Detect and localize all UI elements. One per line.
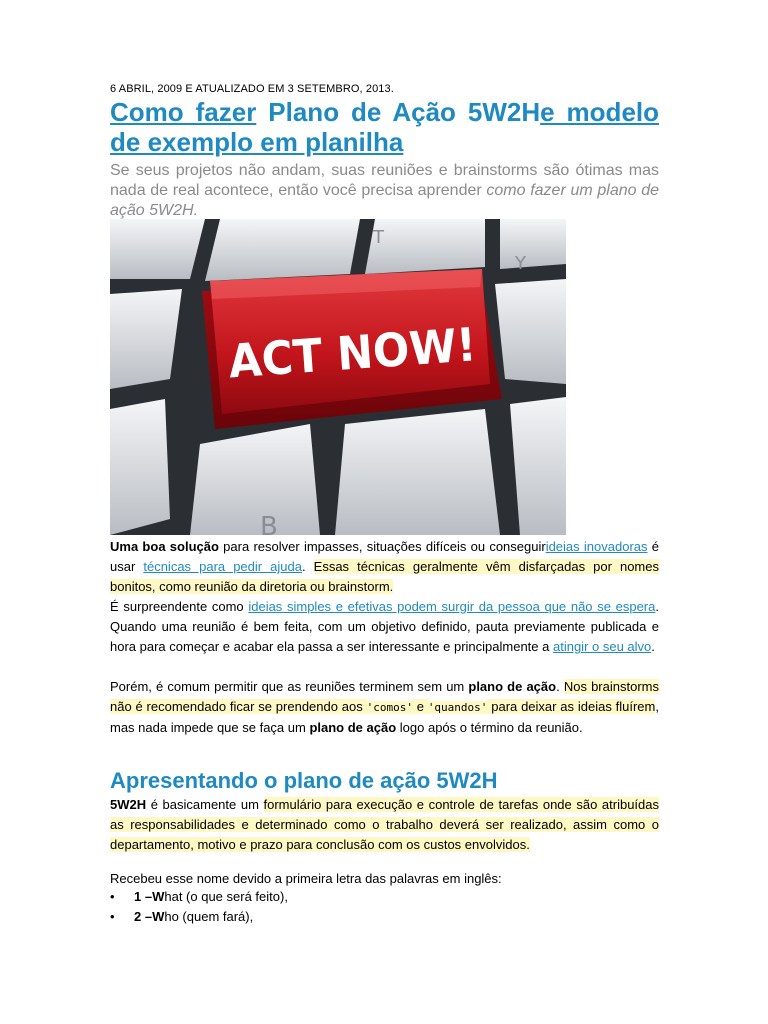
title-link[interactable]: Como fazer xyxy=(110,97,257,127)
ideias-inovadoras-link[interactable]: ideias inovadoras xyxy=(545,539,648,554)
p3-bold-2: plano de ação xyxy=(309,720,397,735)
paragraph-4 xyxy=(110,795,659,855)
list-initial: W xyxy=(152,889,165,904)
publish-date: 6 ABRIL, 2009 E ATUALIZADO EM 3 SETEMBRO, 2013. xyxy=(110,83,394,95)
p4-bold: 5W2H xyxy=(110,797,147,812)
list-text: hat (o que será feito), xyxy=(164,889,288,904)
p2-text-3: . xyxy=(651,639,655,654)
p3-code-comos: 'comos' xyxy=(366,701,413,714)
p2-text: É surpreendente como xyxy=(110,599,249,614)
key-letter-t: T xyxy=(373,227,384,248)
tecnicas-pedir-ajuda-link[interactable]: técnicas para pedir ajuda xyxy=(143,559,302,574)
paragraph-3 xyxy=(110,677,659,738)
hero-image xyxy=(110,219,566,535)
paragraph-1 xyxy=(110,537,659,597)
bullet: • xyxy=(110,889,115,904)
p3-text: Porém, é comum permitir que as reuniões terminem sem um xyxy=(110,679,469,694)
atingir-alvo-link[interactable]: atingir o seu alvo xyxy=(552,639,652,654)
section-heading: Apresentando o plano de ação 5W2H xyxy=(110,768,498,793)
list-text: ho (quem fará), xyxy=(164,909,254,924)
list-item xyxy=(110,887,288,907)
p1-bold: Uma boa solução xyxy=(110,539,219,554)
ideias-simples-link[interactable]: ideias simples e efetivas podem surgir da pessoa que não se espera xyxy=(248,599,656,614)
p3-code-quandos: 'quandos' xyxy=(427,701,488,714)
w-list xyxy=(110,887,288,927)
key-letter-y: Y xyxy=(515,253,526,274)
key-letter-b: B xyxy=(260,512,278,535)
p2-text-2: . Quando uma reunião é bem feita, com um objetivo definido, pauta previamente publicada e hora para começar e acabar ela passa a ser interessante e principalmente a xyxy=(110,599,659,654)
bullet: • xyxy=(110,909,115,924)
title-link-2[interactable]: e modelo de exemplo em planilha xyxy=(110,97,660,157)
p1-text-2: é usar xyxy=(110,539,659,574)
p3-bold: plano de ação xyxy=(468,679,557,694)
lede-italic: como fazer um plano de ação 5W2H. xyxy=(110,182,659,219)
act-now-text: ACT NOW! xyxy=(226,316,496,389)
keyboard-act-now-image xyxy=(110,219,566,535)
p1-highlight: Essas técnicas geralmente vêm disfarçadas por nomes bonitos, como reunião da diretoria ou brainstorm. xyxy=(110,559,659,594)
article-title xyxy=(110,97,659,157)
list-item xyxy=(110,907,288,927)
p4-text: é basicamente um xyxy=(146,797,264,812)
list-initial: W xyxy=(152,909,165,924)
p3-highlight: Nos brainstorms não é recomendado ficar se prendendo aos xyxy=(110,679,659,714)
p3-highlight-2: e xyxy=(412,699,428,714)
article-lede xyxy=(110,161,659,221)
paragraph-2 xyxy=(110,597,659,657)
title-bold: Plano de Ação 5W2H xyxy=(268,97,541,127)
p1-text: para resolver impasses, situações difíceis ou conseguir xyxy=(218,539,546,554)
p3-text-4: logo após o término da reunião. xyxy=(396,720,583,735)
list-num: 2 – xyxy=(134,909,153,924)
lede-text: Se seus projetos não andam, suas reuniões e brainstorms são ótimas mas nada de real acontece, então você precisa aprender xyxy=(110,162,659,199)
p3-highlight-3: para deixar as ideias fluírem xyxy=(487,699,656,714)
p4-highlight: formulário para execução e controle de tarefas onde são atribuídas as responsabilidades e determinado como o trabalho deverá ser realizado, assim como o departamento, motivo e prazo para conclusão com os custos envolvidos. xyxy=(110,797,659,852)
p3-text-3: , mas nada impede que se faça um xyxy=(110,699,659,735)
p1-text-3: . xyxy=(301,559,314,574)
list-num: 1 – xyxy=(134,889,153,904)
p3-text-2: . xyxy=(556,679,564,694)
paragraph-5: Recebeu esse nome devido a primeira letra das palavras em inglês: xyxy=(110,871,502,886)
